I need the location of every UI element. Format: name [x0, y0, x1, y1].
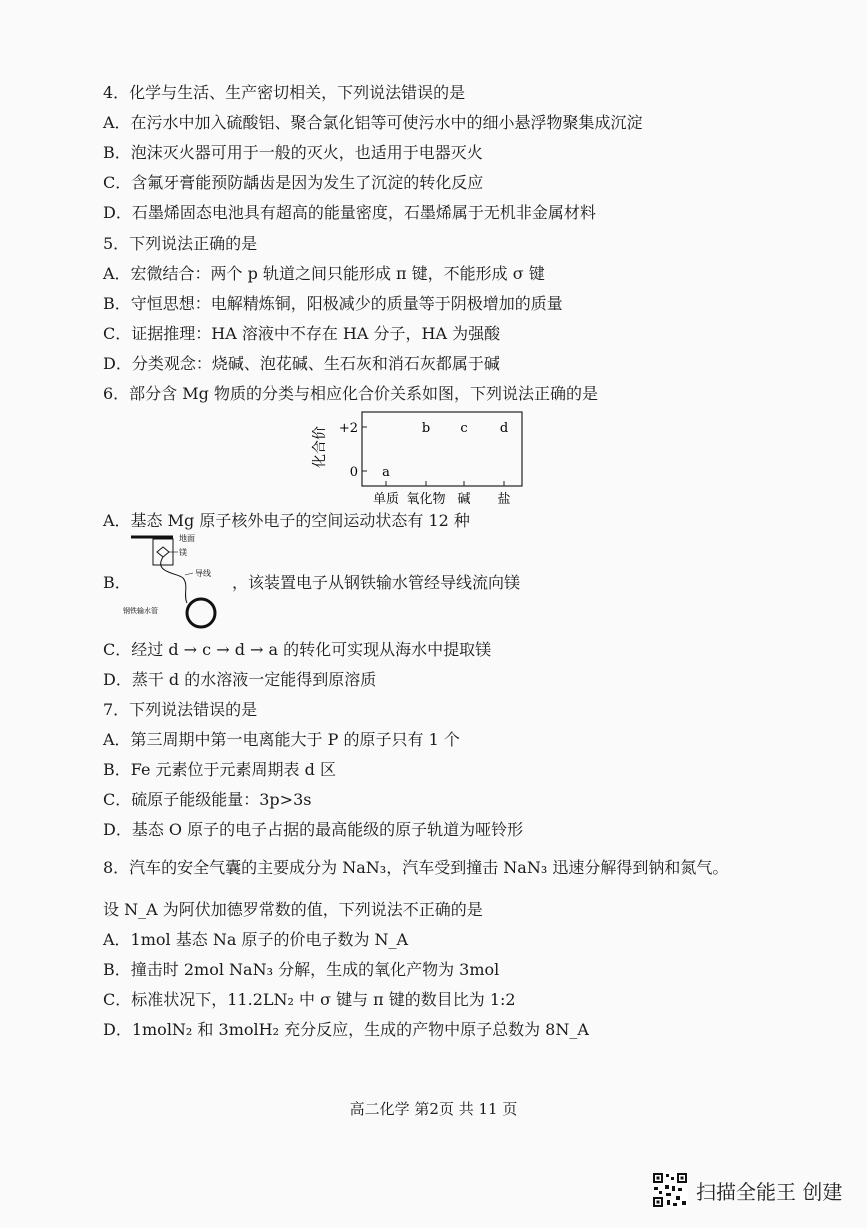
- y-tick-label: 0: [349, 465, 358, 480]
- text-line: B．撞击时 2mol NaN₃ 分解，生成的氧化产物为 3mol: [103, 960, 500, 979]
- text-line: B．Fe 元素位于元素周期表 d 区: [103, 760, 336, 779]
- wire-line: [161, 557, 187, 603]
- x-tick-label: 盐: [497, 492, 511, 507]
- text-line: A．在污水中加入硫酸铝、聚合氯化铝等可使污水中的细小悬浮物聚集成沉淀: [103, 113, 643, 132]
- pipe-label: 钢铁输水管: [123, 607, 158, 615]
- wire-label: 导线: [195, 569, 211, 578]
- text-line: D．分类观念：烧碱、泡花碱、生石灰和消石灰都属于碱: [103, 354, 500, 373]
- y-tick-label: +2: [338, 421, 358, 436]
- sacrificial-anode-figure: [123, 533, 233, 629]
- qr-code-icon: [652, 1172, 688, 1208]
- text-line: D．蒸干 d 的水溶液一定能得到原溶质: [103, 670, 377, 689]
- steel-pipe: [187, 599, 215, 627]
- text-line: A．1mol 基态 Na 原子的价电子数为 N_A: [103, 930, 409, 949]
- data-point-a: a: [382, 465, 390, 480]
- text-line: D．基态 O 原子的电子占据的最高能级的原子轨道为哑铃形: [103, 820, 524, 839]
- text-line: 6．部分含 Mg 物质的分类与相应化合价关系如图，下列说法正确的是: [103, 384, 598, 403]
- data-point-c: c: [460, 421, 468, 436]
- x-tick-label: 碱: [457, 492, 471, 507]
- data-point-d: d: [499, 421, 509, 436]
- chart-y-label: 化合价: [312, 426, 328, 468]
- data-point-b: b: [421, 421, 431, 436]
- text-line: D．1molN₂ 和 3molH₂ 充分反应，生成的产物中原子总数为 8N_A: [103, 1020, 589, 1039]
- text-line: C．经过 d → c → d → a 的转化可实现从海水中提取镁: [103, 640, 492, 659]
- ground-label: 地面: [179, 534, 195, 543]
- x-tick-label: 单质: [372, 492, 400, 507]
- text-line: 4．化学与生活、生产密切相关，下列说法错误的是: [103, 83, 466, 102]
- text-line: C．证据推理：HA 溶液中不存在 HA 分子，HA 为强酸: [103, 324, 501, 343]
- text-line: 设 N_A 为阿伏加德罗常数的值，下列说法不正确的是: [103, 900, 483, 919]
- text-line: D．石墨烯固态电池具有超高的能量密度，石墨烯属于无机非金属材料: [103, 203, 596, 222]
- text-line: 8．汽车的安全气囊的主要成分为 NaN₃，汽车受到撞击 NaN₃ 迅速分解得到钠和氮气。: [103, 858, 729, 877]
- text-line: C．硫原子能级能量：3p>3s: [103, 790, 312, 809]
- text-line: B．守恒思想：电解精炼铜，阳极减少的质量等于阴极增加的质量: [103, 294, 563, 313]
- text-line: C．含氟牙膏能预防龋齿是因为发生了沉淀的转化反应: [103, 173, 484, 192]
- scanner-text: 扫描全能王 创建: [696, 1179, 843, 1204]
- mg-label: 镁: [179, 548, 187, 557]
- text-line: B．泡沫灭火器可用于一般的灭火，也适用于电器灭火: [103, 143, 483, 162]
- text-line: A．第三周期中第一电离能大于 P 的原子只有 1 个: [103, 730, 460, 749]
- valence-chart-svg: [310, 409, 530, 509]
- page-footer: 高二化学 第2页 共 11 页: [349, 1100, 518, 1118]
- q6-option-b-text: ，该装置电子从钢铁输水管经导线流向镁: [232, 573, 521, 592]
- x-tick-label: 氧化物: [406, 492, 446, 507]
- text-line: A．宏微结合：两个 p 轨道之间只能形成 π 键，不能形成 σ 键: [103, 264, 545, 283]
- text-line: A．基态 Mg 原子核外电子的空间运动状态有 12 种: [103, 511, 470, 530]
- q6-option-b-label: B．: [103, 573, 131, 592]
- valence-chart: [310, 409, 530, 509]
- mg-block: [157, 547, 169, 557]
- text-line: 7．下列说法错误的是: [103, 700, 258, 719]
- scanner-watermark: [652, 1172, 842, 1208]
- text-line: 5．下列说法正确的是: [103, 234, 258, 253]
- text-line: C．标准状况下，11.2LN₂ 中 σ 键与 π 键的数目比为 1:2: [103, 990, 516, 1009]
